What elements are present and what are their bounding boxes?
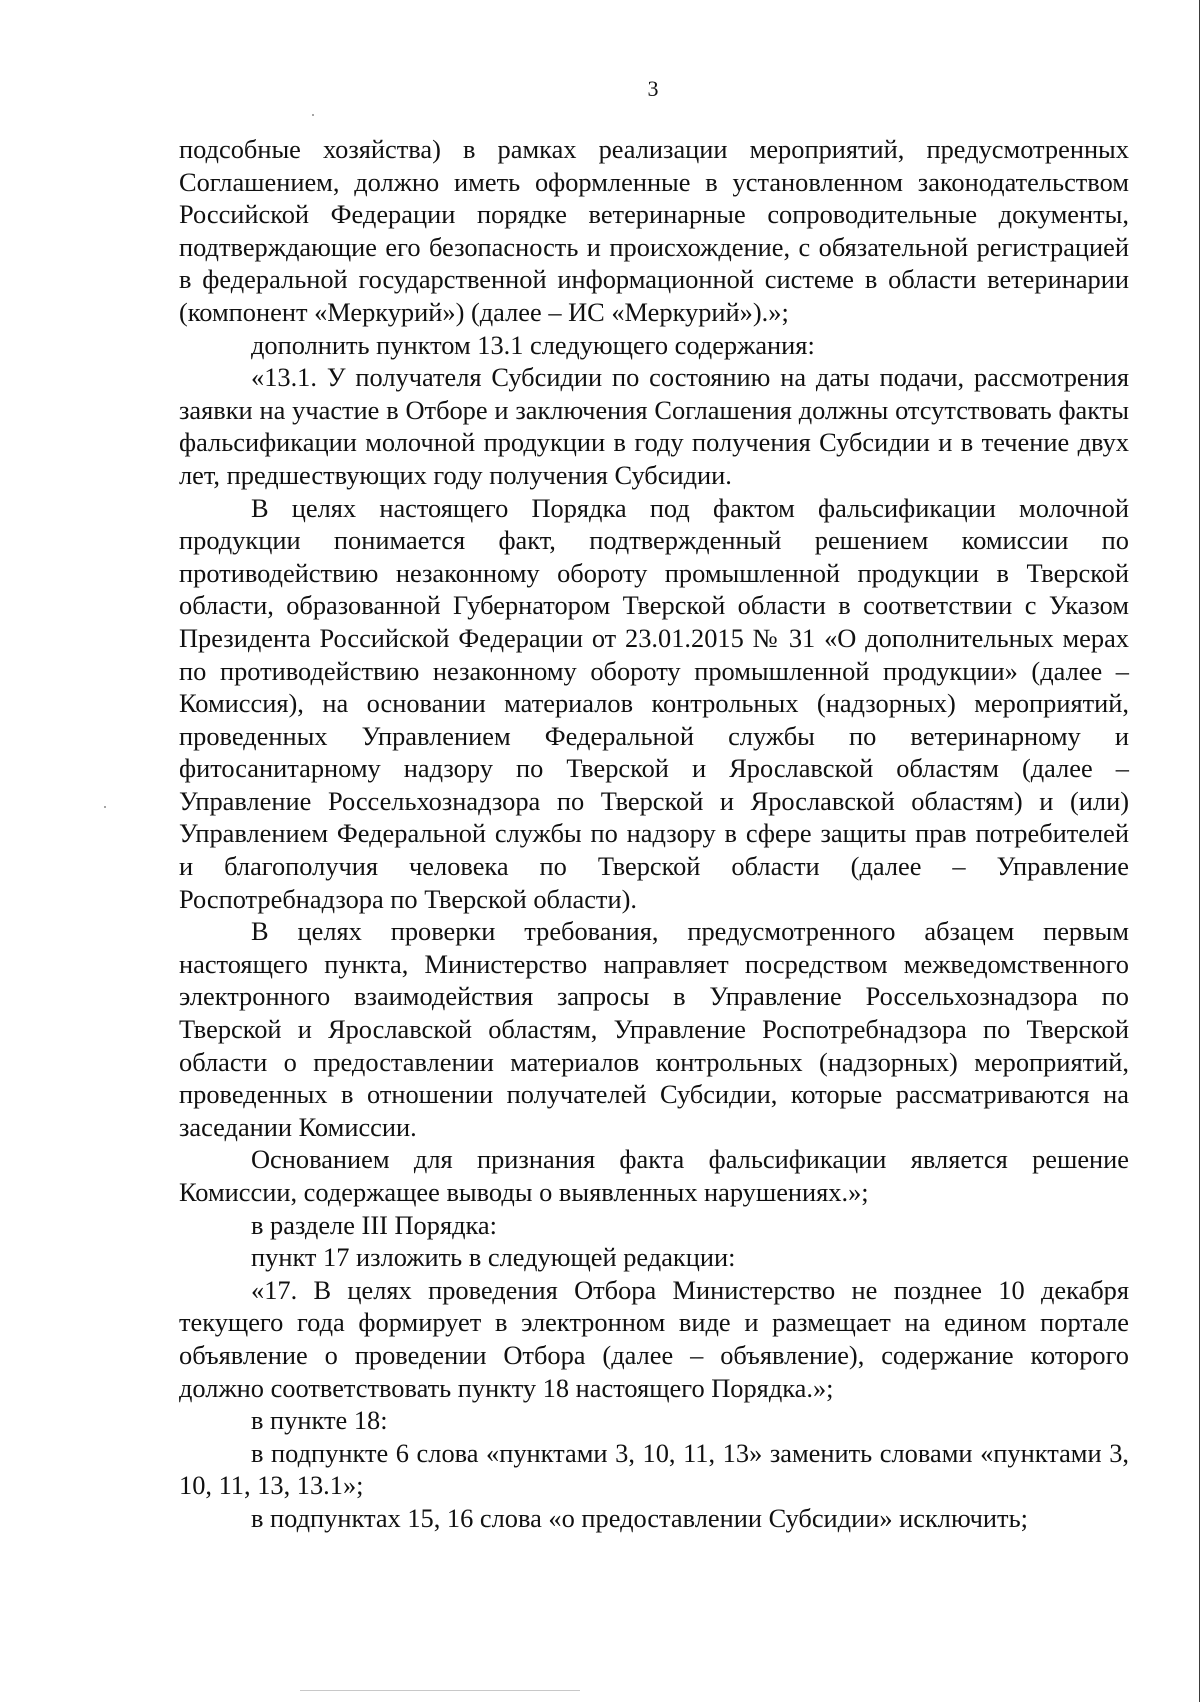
paragraph-subclauses-15-16: в подпунктах 15, 16 слова «о предоставлении Субсидии» исключить; [251, 1502, 1028, 1533]
scan-artifact-line [300, 1690, 580, 1691]
paragraph-continuation: подсобные хозяйства) в рамках реализации мероприятий, предусмотренных Соглашением, должно иметь оформленные в установленном законодательством Российской Федерации порядке ветеринарные сопроводительные документы, подтверждающие его безопасность и происхождение, с обязательной регистрацией в федеральной государственной информационной системе в области ветеринарии (компонент «Меркурий») (далее – ИС «Меркурий»).»; [179, 134, 1129, 327]
paragraph-clause-17: «17. В целях проведения Отбора Министерство не позднее 10 декабря текущего года формирует в электронном виде и размещает на едином портале объявление о проведении Отбора (далее – объявление), содержание которого должно соответствовать пункту 18 настоящего Порядка.»; [179, 1274, 1129, 1403]
paragraph-clause-18: в пункте 18: [251, 1405, 388, 1436]
paragraph-clause-13-1: «13.1. У получателя Субсидии по состоянию на даты подачи, рассмотрения заявки на участие в Отборе и заключения Соглашения должны отсутствовать факты фальсификации молочной продукции в году получения Субсидии и в течение двух лет, предшествующих году получения Субсидии. [179, 362, 1129, 490]
paragraph-basis: Основанием для признания факта фальсификации является решение Комиссии, содержащее выводы о выявленных нарушениях.»; [179, 1144, 1129, 1207]
paragraph-section-iii: в разделе III Порядка: [251, 1209, 497, 1240]
scan-speck [312, 114, 314, 116]
paragraph-verification: В целях проверки требования, предусмотренного абзацем первым настоящего пункта, Министерство направляет посредством межведомственного электронного взаимодействия запросы в Управление Россельхознадзора по Тверской и Ярославской областям, Управление Роспотребнадзора по Тверской области о предоставлении материалов контрольных (надзорных) мероприятий, проведенных в отношении получателей Субсидии, которые рассматриваются на заседании Комиссии. [179, 916, 1129, 1142]
paragraph-clause-17-intro: пункт 17 изложить в следующей редакции: [251, 1242, 736, 1273]
paragraph-amendment-intro: дополнить пунктом 13.1 следующего содержания: [251, 329, 815, 360]
page-number: 3 [647, 76, 659, 101]
paragraph-subclause-6: в подпункте 6 слова «пунктами 3, 10, 11, 13» заменить словами «пунктами 3, 10, 11, 13, 13.1»; [179, 1437, 1129, 1501]
paragraph-falsification-definition: В целях настоящего Порядка под фактом фальсификации молочной продукции понимается факт, подтвержденный решением комиссии по противодействию незаконному обороту промышленной продукции в Тверской области, образованной Губернатором Тверской области в соответствии с Указом Президента Российской Федерации от 23.01.2015 № 31 «О дополнительных мерах по противодействию незаконному обороту промышленной продукции» (далее – Комиссия), на основании материалов контрольных (надзорных) мероприятий, проведенных Управлением Федеральной службы по ветеринарному и фитосанитарному надзору по Тверской и Ярославской областям (далее – Управление Россельхознадзора по Тверской и Ярославской областям) и (или) Управлением Федеральной службы по надзору в сфере защиты прав потребителей и благополучия человека по Тверской области (далее – Управление Роспотребнадзора по Тверской области). [179, 492, 1129, 914]
scan-speck [104, 806, 106, 808]
document-body [179, 133, 1129, 1535]
